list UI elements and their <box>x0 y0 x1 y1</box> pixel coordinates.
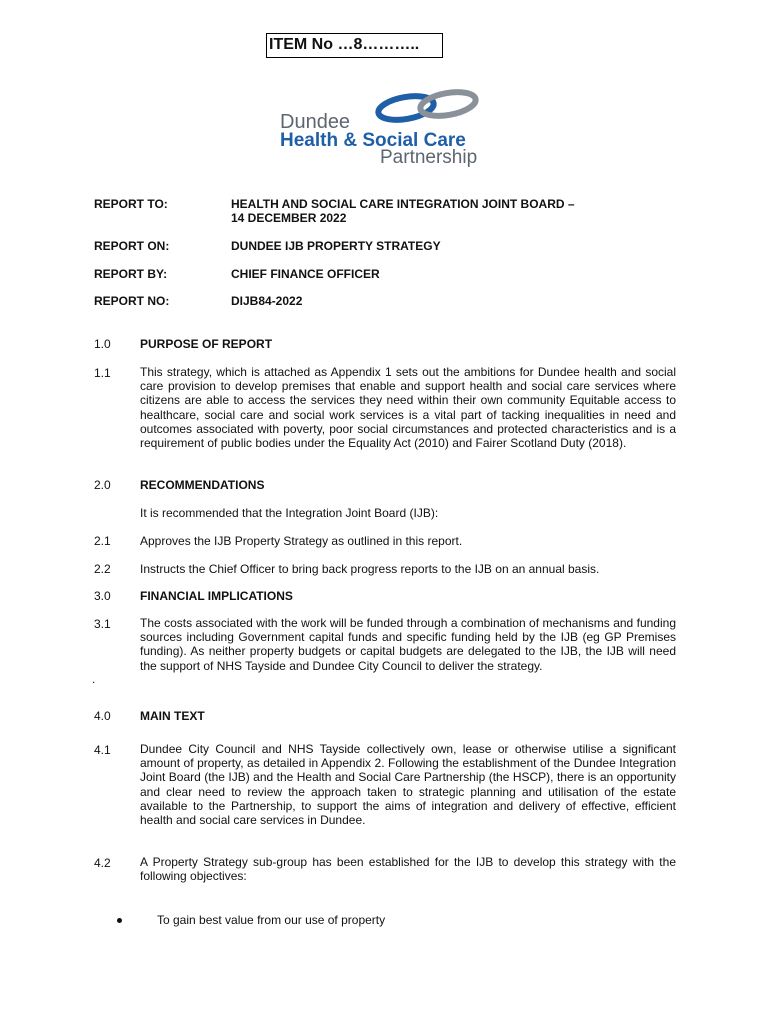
section-heading-financial: FINANCIAL IMPLICATIONS <box>140 589 293 603</box>
meta-value-line2: 14 DECEMBER 2022 <box>231 211 347 225</box>
paragraph-1-1: This strategy, which is attached as Appendix 1 sets out the ambitions for Dundee health and social care provision to develop premises that enable and support health and social care services where citizens are able to access the services they need within their own community Equitable access to healthcare, social care and social work services is a vital part of tacking inequalities in need and outcomes associated with poverty, poor social circumstances and protected characteristics and is a requirement of public bodies under the Equality Act (2010) and Fairer Scotland Duty (2018). <box>140 365 676 451</box>
meta-value: DUNDEE IJB PROPERTY STRATEGY <box>231 239 441 253</box>
logo-line-hsc: Health & Social Care <box>280 130 466 151</box>
logo-line-dundee: Dundee <box>280 111 351 133</box>
paragraph-4-1: Dundee City Council and NHS Tayside collectively own, lease or otherwise utilise a significant amount of property, as detailed in Appendix 2. Following the establishment of the Dundee Integration Joint Board (the IJB) and the Health and Social Care Partnership (the HSCP), there is an opportunity and clear need to review the approach taken to strategic planning and utilisation of the estate available to the Partnership, to support the aims of integration and delivery of effective, efficient health and social care services in Dundee. <box>140 742 676 828</box>
paragraph-2-1: Approves the IJB Property Strategy as outlined in this report. <box>140 534 463 548</box>
meta-label: REPORT ON: <box>94 239 170 253</box>
paragraph-number: 3.1 <box>94 617 111 631</box>
objective-text: To gain best value from our use of property <box>157 913 386 927</box>
section-heading-main-text: MAIN TEXT <box>140 709 205 723</box>
paragraph-number: 4.2 <box>94 856 111 870</box>
paragraph-number: 2.2 <box>94 562 111 576</box>
item-number-box: ITEM No …8……….. <box>266 33 443 58</box>
recommendations-intro: It is recommended that the Integration Joint Board (IJB): <box>140 506 439 520</box>
section-number: 3.0 <box>94 589 111 603</box>
meta-value <box>231 197 651 225</box>
paragraph-number: 1.1 <box>94 366 111 380</box>
stray-dot: . <box>92 672 96 686</box>
meta-value: DIJB84-2022 <box>231 294 303 308</box>
paragraph-4-2: A Property Strategy sub-group has been established for the IJB to develop this strategy with the following objectives: <box>140 855 676 884</box>
logo-line-partnership: Partnership <box>380 147 478 168</box>
paragraph-number: 4.1 <box>94 743 111 757</box>
meta-label: REPORT BY: <box>94 267 168 281</box>
logo-rings <box>377 88 478 123</box>
section-number: 4.0 <box>94 709 111 723</box>
meta-value-line1: HEALTH AND SOCIAL CARE INTEGRATION JOINT BOARD – <box>231 197 575 211</box>
section-heading-recommendations: RECOMMENDATIONS <box>140 478 265 492</box>
dundee-hscp-logo <box>278 86 498 168</box>
meta-label: REPORT NO: <box>94 294 170 308</box>
paragraph-2-2: Instructs the Chief Officer to bring back progress reports to the IJB on an annual basis. <box>140 562 600 576</box>
bullet-icon <box>117 918 122 923</box>
meta-label: REPORT TO: <box>94 197 168 211</box>
meta-value: CHIEF FINANCE OFFICER <box>231 267 380 281</box>
paragraph-3-1: The costs associated with the work will be funded through a combination of mechanisms and funding sources including Government capital funds and specific funding held by the IJB (eg GP Premises funding). As neither property budgets or capital budgets are delegated to the IJB, the IJB will need the support of NHS Tayside and Dundee City Council to deliver the strategy. <box>140 616 676 673</box>
paragraph-number: 2.1 <box>94 534 111 548</box>
section-heading-purpose: PURPOSE OF REPORT <box>140 337 273 351</box>
section-number: 1.0 <box>94 337 111 351</box>
section-number: 2.0 <box>94 478 111 492</box>
